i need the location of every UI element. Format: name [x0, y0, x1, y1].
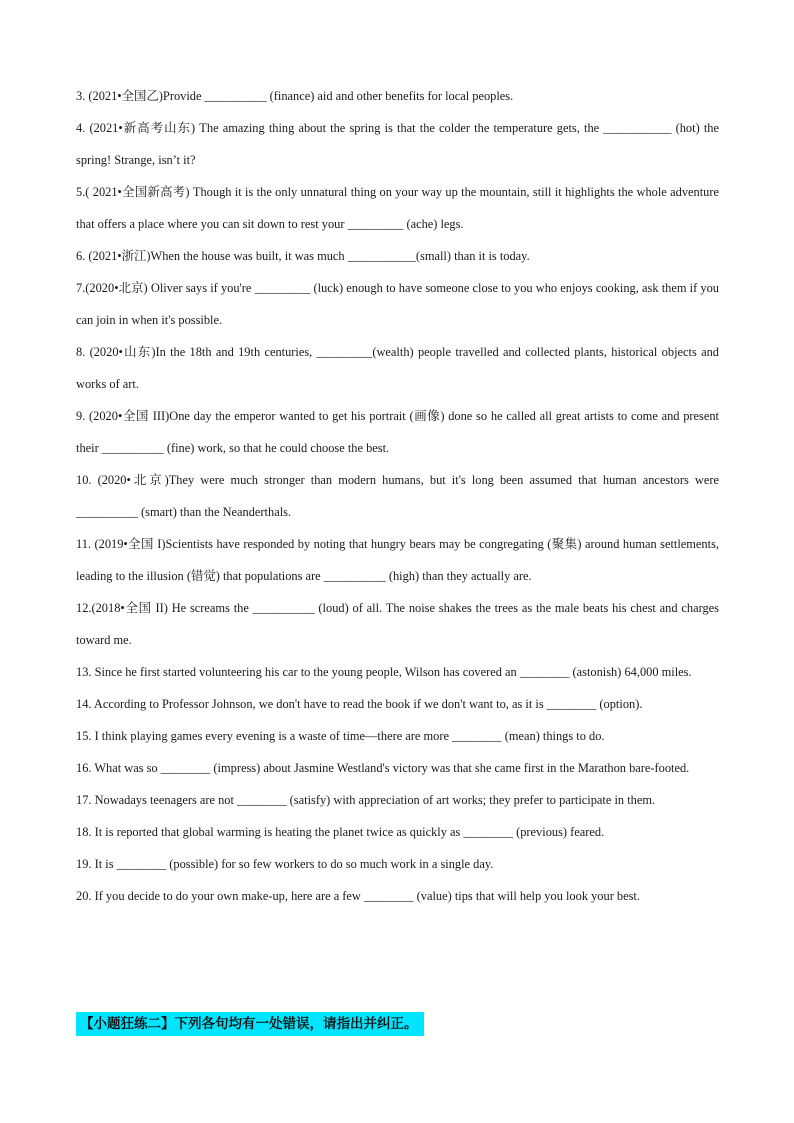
question-17: 17. Nowadays teenagers are not ________ (satisfy) with appreciation of art works; they prefer to participate in them.: [76, 793, 656, 807]
question-15: 15. I think playing games every evening is a waste of time—there are more ________ (mean) things to do.: [76, 729, 605, 743]
question-7: 7.(2020•北京) Oliver says if you're _________ (luck) enough to have someone close to you who enjoys cooking, ask them if you can join in when it's possible.: [76, 281, 719, 327]
question-19: 19. It is ________ (possible) for so few workers to do so much work in a single day.: [76, 857, 494, 871]
question-11: 11. (2019•全国 I)Scientists have responded by noting that hungry bears may be congregating (聚集) around human settlements, leading to the illusion (错觉) that populations are __________ (high) than they actually are.: [76, 537, 719, 583]
question-4: 4. (2021•新高考山东) The amazing thing about the spring is that the colder the temperature gets, the ___________ (hot) the spring! Strange, isn’t it?: [76, 121, 719, 167]
question-12: 12.(2018•全国 II) He screams the __________ (loud) of all. The noise shakes the trees as the male beats his chest and charges toward me.: [76, 601, 719, 647]
section-heading-banner: 【小题狂练二】下列各句均有一处错误，请指出并纠正。: [76, 1012, 424, 1036]
question-5: 5.( 2021•全国新高考) Though it is the only unnatural thing on your way up the mountain, still it highlights the whole adventure that offers a place where you can sit down to rest your _________ (ache) legs.: [76, 185, 719, 231]
question-6: 6. (2021•浙江)When the house was built, it was much ___________(small) than it is today.: [76, 249, 530, 263]
question-3: 3. (2021•全国乙)Provide __________ (finance) aid and other benefits for local peoples.: [76, 89, 514, 103]
question-20: 20. If you decide to do your own make-up, here are a few ________ (value) tips that will help you look your best.: [76, 889, 640, 903]
question-8: 8. (2020•山东)In the 18th and 19th centuries, _________(wealth) people travelled and collected plants, historical objects and works of art.: [76, 345, 719, 391]
question-13: 13. Since he first started volunteering his car to the young people, Wilson has covered an ________ (astonish) 64,000 miles.: [76, 665, 692, 679]
question-9: 9. (2020•全国 III)One day the emperor wanted to get his portrait (画像) done so he called all great artists to come and present their __________ (fine) work, so that he could choose the best.: [76, 409, 719, 455]
question-16: 16. What was so ________ (impress) about Jasmine Westland's victory was that she came first in the Marathon bare-footed.: [76, 761, 690, 775]
question-18: 18. It is reported that global warming is heating the planet twice as quickly as ________ (previous) feared.: [76, 825, 605, 839]
exercise-list: [76, 80, 719, 912]
question-14: 14. According to Professor Johnson, we don't have to read the book if we don't want to, as it is ________ (option).: [76, 697, 643, 711]
question-10: 10. (2020•北京)They were much stronger than modern humans, but it's long been assumed that human ancestors were __________ (smart) than the Neanderthals.: [76, 473, 719, 519]
